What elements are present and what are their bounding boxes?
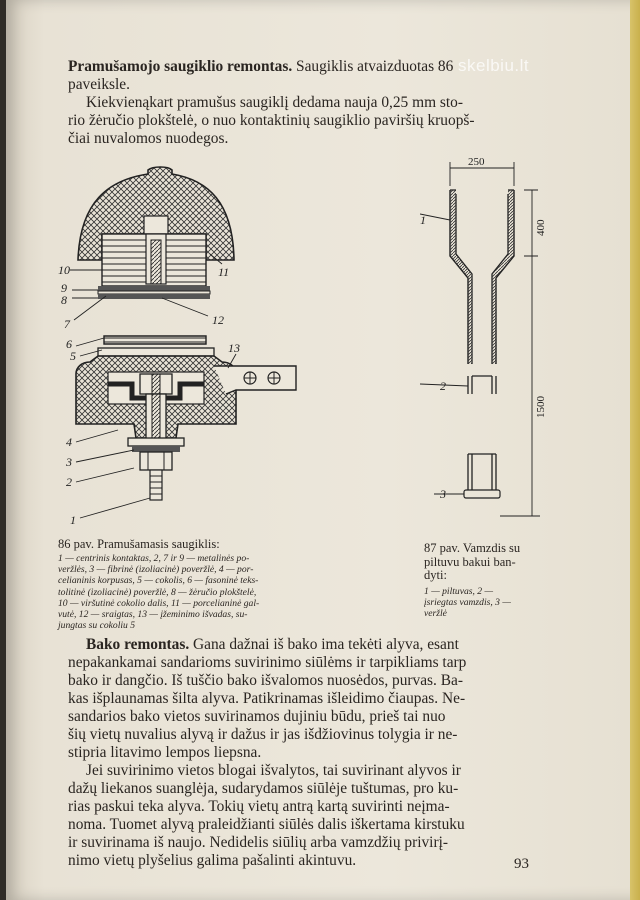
fig86-caption-line: jungtas su cokoliu 5: [58, 620, 136, 632]
fig87-legend-line: įsriegtas vamzdis, 3 —: [424, 597, 511, 609]
fig86-caption-title: 86 pav. Pramušamasis saugiklis:: [58, 537, 220, 551]
fig86-label-13: 13: [228, 341, 240, 355]
dim-1500: 1500: [535, 396, 547, 418]
fig87-caption: [424, 542, 554, 583]
fig87-label-3: 3: [440, 487, 446, 501]
section1-para-line-3: čiai nuvalomos nuodegos.: [68, 130, 229, 147]
fig87-label-1: 1: [420, 213, 426, 227]
fig87-caption-line: piltuvu bakui ban-: [424, 554, 516, 569]
fig86-label-8: 8: [61, 293, 67, 307]
section1-intro: Saugiklis atvaizduotas 86: [292, 58, 454, 75]
fig87-legend: [424, 586, 554, 620]
fig86-label-12: 12: [212, 313, 224, 327]
tube-hatch: [450, 190, 514, 364]
section2-line: bako ir dangčio. Iš tuščio bako išvalomos nuosėdos, purvas. Ba-: [68, 672, 463, 689]
section1-para-line-2: rio žėručio plokštelė, o nuo kontaktinių saugiklio paviršių kruopš-: [68, 112, 475, 129]
fig86-label-1: 1: [70, 513, 76, 527]
cap-thread: [102, 234, 206, 286]
fig86-caption-line: celianinis korpusas, 5 — cokolis, 6 — fasoninė teks-: [58, 575, 259, 587]
fig86-label-11: 11: [218, 265, 230, 279]
fig86-label-9: 9: [61, 281, 67, 295]
section2-line: sandarios bako vietos suvirinamos dujiniu būdu, prieš tai nuo: [68, 708, 446, 725]
washer-7: [98, 294, 210, 299]
fig86-caption-line: 1 — centrinis kontaktas, 2, 7 ir 9 — metalinės po-: [58, 553, 250, 564]
fig86-label-7: 7: [64, 317, 70, 331]
figure-86-drawing: [58, 162, 318, 532]
section2-line: nepakankamai sandarioms suvirinimo siūlėms ir tarpikliams tarp: [68, 654, 467, 671]
funnel-tube: [450, 190, 514, 498]
page-edge: [630, 0, 640, 900]
section1-heading: Pramušamojo saugiklio remontas.: [68, 58, 293, 75]
fig86-caption-line: vutė, 12 — sraigtas, 13 — įžeminimo išvadas, su-: [58, 609, 248, 621]
section2-para2-line: nimo vietų plyšelius galima pašalinti akintuvu.: [68, 852, 357, 869]
fig87-legend-line: veržlė: [424, 608, 447, 620]
section2-para2-line: noma. Tuomet alyvą praleidžianti siūlės dalis iškertama kirstuku: [68, 816, 465, 833]
fig87-label-2: 2: [440, 379, 446, 393]
section2-line: kas išplaunamas šilta alyva. Patikrinamas išleidimo čiaupas. Ne-: [68, 690, 466, 707]
fig87-legend-line: 1 — piltuvas, 2 —: [424, 586, 494, 597]
fig86-caption-line: tolitinė (izoliacinė) poveržlė, 8 — žėručio plokštelė,: [58, 586, 257, 598]
figure-87-dimensions: [420, 162, 540, 516]
fig86-label-2: 2: [66, 475, 72, 489]
mica-plate: [98, 291, 210, 294]
fig86-caption-line: veržlės, 3 — fibrinė (izoliacinė) poveržlė, 4 — por-: [58, 564, 254, 576]
section2-line: Gana dažnai iš bako ima tekėti alyva, esant: [189, 636, 459, 653]
section1-para-line-1: Kiekvienąkart pramušus saugiklį dedama nauja 0,25 mm sto-: [86, 94, 463, 111]
fig86-caption-line: 10 — viršutinė cokolio dalis, 11 — porcelianinė gal-: [58, 597, 260, 609]
washer-9: [98, 286, 210, 291]
section2-line: šių vietų nuvalius alyvą ir dažus ir jas išdžiovinus tolygia ir ne-: [68, 726, 458, 743]
section1-first-line: [68, 58, 546, 76]
fuse-base: [76, 336, 236, 500]
section1-intro-cont: paveiksle.: [68, 76, 130, 93]
section2-para2-line: dažų liekanos suanglėja, sudarydamos siūlėje tuštumas, pro ku-: [68, 780, 459, 797]
fig87-caption-line: dyti:: [424, 568, 447, 583]
section2-para2-line: rias paskui teka alyva. Tokių vietų antrą kartą suvirinti neįma-: [68, 798, 450, 815]
section2-para2-line: Jei suvirinimo vietos blogai išvalytos, tai suvirinant alyvos ir: [86, 762, 461, 779]
grounding-terminal: [214, 366, 296, 394]
fig86-label-3: 3: [66, 455, 72, 469]
watermark: skelbiu.lt: [458, 56, 530, 75]
fig86-label-10: 10: [58, 263, 70, 277]
dim-400: 400: [535, 219, 547, 236]
section2-first-line: [68, 636, 546, 654]
page-number: 93: [514, 856, 529, 872]
section2-line: stipria litavimo lempos liepsna.: [68, 744, 262, 761]
fig86-caption-body: [58, 553, 326, 631]
section2-heading: Bako remontas.: [86, 636, 190, 653]
section2-para2-line: ir suvirinama iš naujo. Nedidelis siūlių arba vamzdžių privirį-: [68, 834, 448, 851]
fig86-label-4: 4: [66, 435, 72, 449]
fig86-label-5: 5: [70, 349, 76, 363]
fig87-caption-line: 87 pav. Vamzdis su: [424, 541, 521, 555]
fig86-label-6: 6: [66, 337, 72, 351]
figure-87-drawing: [420, 154, 550, 526]
dim-250: 250: [468, 156, 485, 168]
